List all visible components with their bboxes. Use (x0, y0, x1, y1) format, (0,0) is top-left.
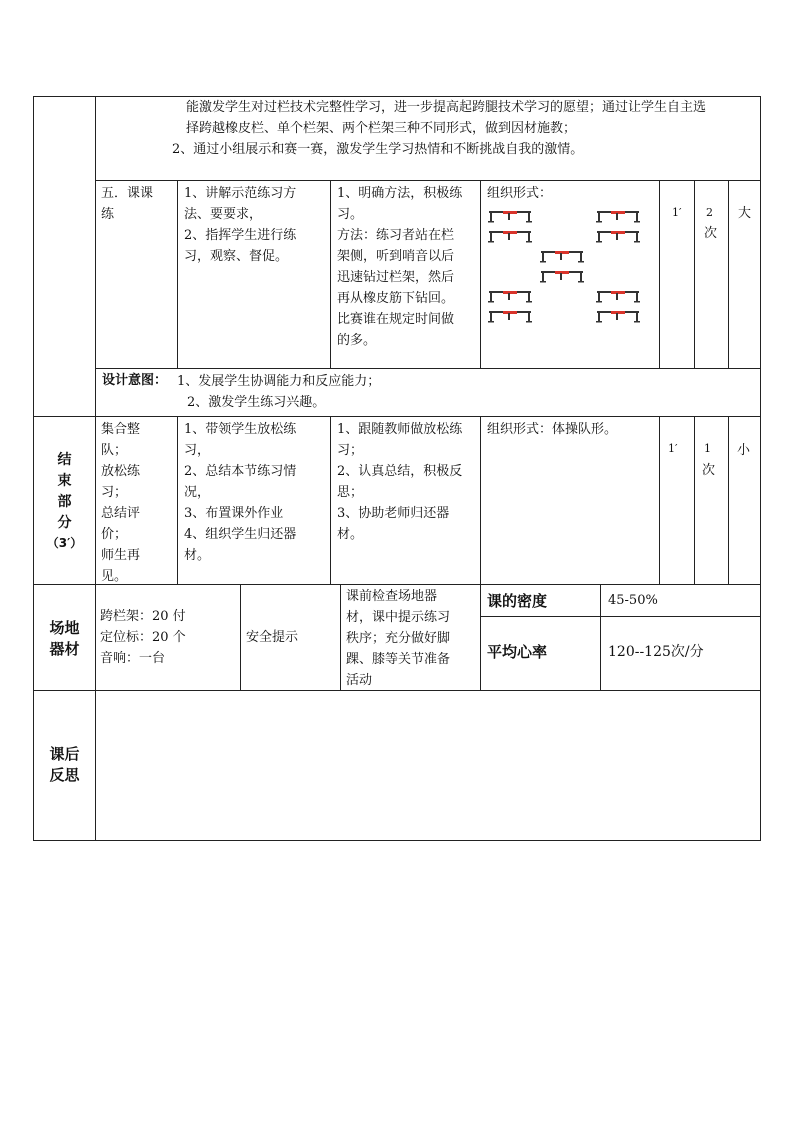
section5-student-line: 架侧，听到哨音以后 (337, 249, 455, 264)
col-divider (659, 180, 660, 368)
section5-count-num: 2 (706, 206, 713, 219)
col-divider (340, 584, 341, 690)
section5-student-line: 习。 (337, 207, 364, 222)
safety-line: 课前检查场地器 (346, 589, 438, 604)
section5-student-line: 再从橡皮筋下钻回。 (337, 291, 455, 306)
ending-label-char: 分 (57, 515, 72, 531)
ending-teacher-line: 1、带领学生放松练 (184, 422, 297, 437)
col-divider (728, 180, 729, 368)
reflection-label-2: 反思 (49, 766, 80, 784)
safety-line: 活动 (346, 673, 373, 688)
section5-time: 1′ (672, 206, 682, 219)
heart-rate-label: 平均心率 (487, 643, 548, 661)
goal-line-1: 能激发学生对过栏技术完整性学习，进一步提高起跨腿技术学习的愿望；通过让学生自主选 (186, 100, 707, 115)
safety-line: 材，课中提示练习 (346, 610, 451, 625)
ending-student-line: 思； (337, 485, 364, 500)
ending-student-line: 习； (337, 443, 364, 458)
ending-content-line: 集合整 (101, 422, 141, 437)
ending-content-line: 总结评 (101, 506, 141, 521)
heart-rate-value: 120--125次/分 (608, 644, 704, 660)
hurdle-icon (596, 308, 640, 322)
hurdle-icon (596, 228, 640, 242)
safety-line: 踝、膝等关节准备 (346, 652, 451, 667)
ending-content-line: 放松练 (101, 464, 141, 479)
venue-label-1: 场地 (49, 619, 80, 637)
col-divider (330, 416, 331, 584)
col-divider (330, 180, 331, 368)
safety-line: 秩序；充分做好脚 (346, 631, 451, 646)
row-divider (33, 416, 761, 417)
goal-line-3: 2、通过小组展示和赛一赛，激发学生学习热情和不断挑战自我的激情。 (172, 142, 584, 157)
col-divider (480, 180, 481, 368)
section5-title-2: 练 (101, 207, 115, 222)
hurdle-icon (488, 288, 532, 302)
hurdle-icon (488, 208, 532, 222)
design-intent-label: 设计意图： (102, 373, 168, 388)
ending-teacher-line: 3、布置课外作业 (184, 506, 284, 521)
hurdle-icon (596, 288, 640, 302)
ending-content-line: 习； (101, 485, 128, 500)
goal-line-2: 择跨越橡皮栏、单个栏架、两个栏架三种不同形式，做到因材施教； (186, 121, 577, 136)
ending-org: 组织形式：体操队形。 (487, 422, 618, 437)
section5-org-label: 组织形式： (487, 186, 553, 201)
design-intent-line-1: 1、发展学生协调能力和反应能力； (177, 374, 381, 389)
ending-teacher-line: 材。 (184, 548, 211, 563)
ending-student-line: 材。 (337, 527, 364, 542)
section5-student-line: 比赛谁在规定时间做 (337, 312, 455, 327)
ending-label-char: 部 (57, 494, 72, 510)
row-divider (33, 584, 761, 585)
hurdle-icon (540, 268, 584, 282)
ending-student-line: 3、协助老师归还器 (337, 506, 450, 521)
hurdle-icon (596, 208, 640, 222)
ending-content-line: 队； (101, 443, 128, 458)
col-divider (694, 180, 695, 368)
ending-teacher-line: 2、总结本节练习情 (184, 464, 297, 479)
reflection-content-area (96, 691, 760, 840)
col-divider (600, 584, 601, 690)
ending-label-duration: （3′） (46, 536, 83, 550)
col-divider (177, 416, 178, 584)
section5-student-line: 方法：练习者站在栏 (337, 228, 455, 243)
density-label: 课的密度 (487, 592, 548, 610)
table-bottom-border (33, 840, 761, 841)
ending-content-line: 价； (101, 527, 128, 542)
section5-count-unit: 次 (704, 226, 718, 241)
col-divider (240, 584, 241, 690)
reflection-label-1: 课后 (49, 745, 80, 763)
section5-student-line: 1、明确方法，积极练 (337, 186, 463, 201)
ending-time: 1′ (668, 442, 678, 455)
table-right-border (760, 96, 761, 841)
col-divider (728, 416, 729, 584)
ending-student-line: 1、跟随教师做放松练 (337, 422, 463, 437)
ending-count-num: 1 (704, 442, 711, 455)
section5-student-line: 迅速钻过栏架，然后 (337, 270, 455, 285)
row-divider (96, 368, 761, 369)
ending-teacher-line: 习， (184, 443, 211, 458)
ending-count-unit: 次 (702, 463, 716, 478)
ending-label-char: 结 (57, 452, 72, 468)
section5-student-line: 的多。 (337, 333, 377, 348)
col-divider (694, 416, 695, 584)
venue-label-2: 器材 (49, 640, 80, 658)
row-divider (96, 180, 761, 181)
row-divider (480, 616, 761, 617)
safety-label: 安全提示 (246, 630, 299, 645)
design-intent-line-2: 2、激发学生练习兴趣。 (187, 395, 326, 410)
hurdle-icon (540, 248, 584, 262)
ending-content-line: 师生再 (101, 548, 141, 563)
section5-teacher-line: 2、指挥学生进行练 (184, 228, 297, 243)
density-value: 45-50% (608, 593, 658, 608)
col-divider (480, 416, 481, 690)
ending-teacher-line: 况， (184, 485, 211, 500)
section5-intensity: 大 (738, 206, 752, 221)
section5-teacher-line: 1、讲解示范练习方 (184, 186, 297, 201)
ending-teacher-line: 4、组织学生归还器 (184, 527, 297, 542)
section5-teacher-line: 法、要要求， (184, 207, 263, 222)
hurdle-icon (488, 228, 532, 242)
col-divider (177, 180, 178, 368)
ending-label-char: 束 (57, 473, 72, 489)
col-divider (659, 416, 660, 584)
hurdle-icon (488, 308, 532, 322)
ending-content-line: 见。 (101, 569, 128, 584)
equipment-line: 音响：一台 (100, 651, 166, 666)
section5-title-1: 五．课课 (101, 186, 154, 201)
equipment-line: 定位标：20 个 (100, 630, 186, 645)
ending-student-line: 2、认真总结，积极反 (337, 464, 463, 479)
equipment-line: 跨栏架：20 付 (100, 609, 186, 624)
section5-teacher-line: 习，观察、督促。 (184, 249, 289, 264)
ending-intensity: 小 (737, 443, 751, 458)
